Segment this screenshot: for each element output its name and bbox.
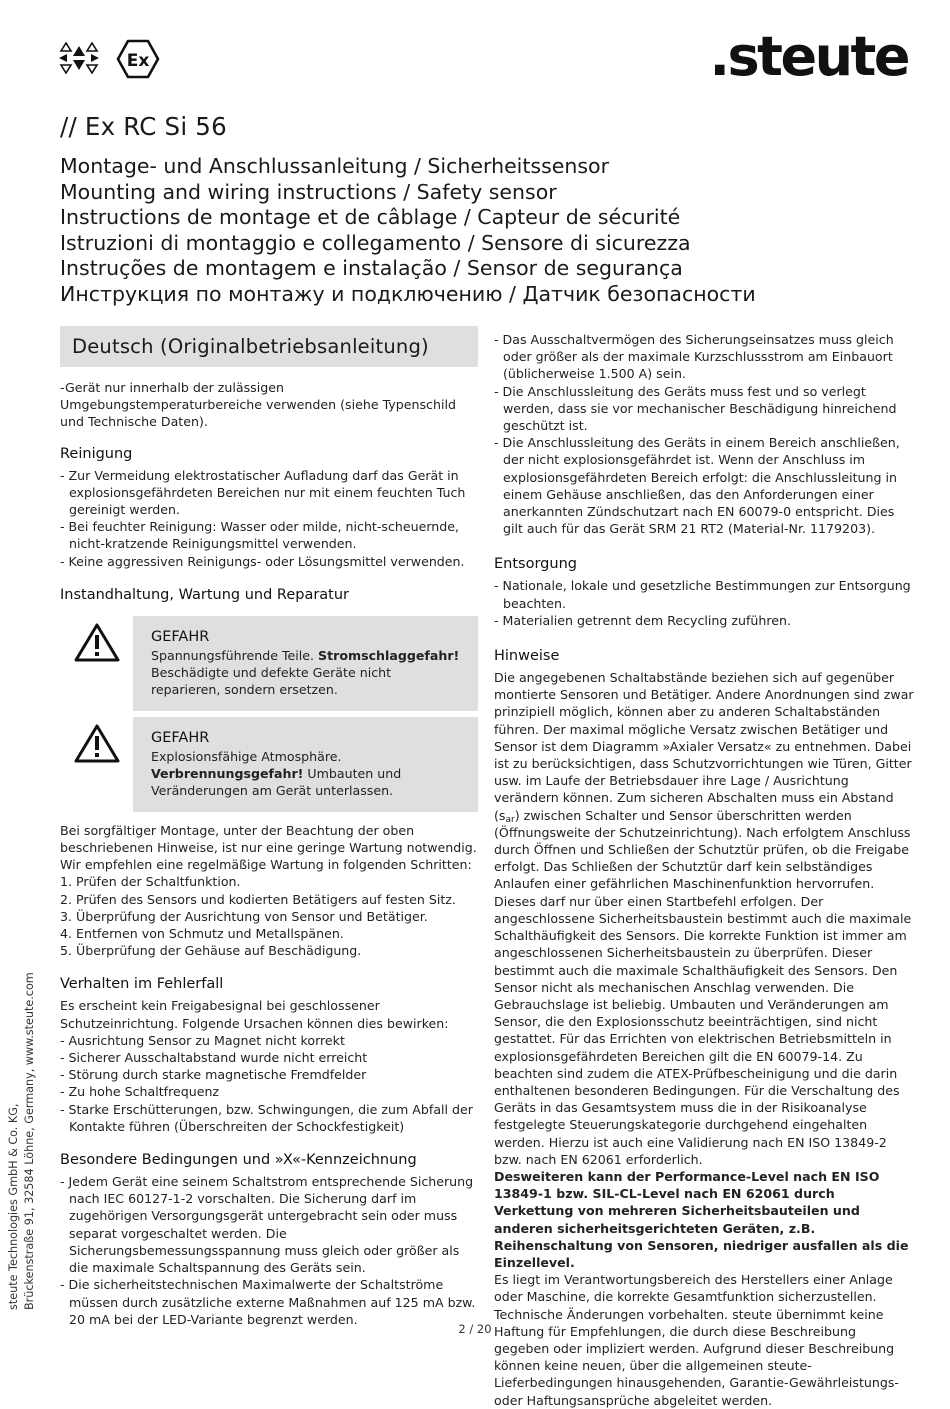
special-conditions-continued: [494, 331, 914, 537]
danger-notice-explosion: [60, 717, 478, 812]
danger-box: [133, 616, 478, 711]
special-conditions-heading: Besondere Bedingungen und »X«-Kennzeichnung: [60, 1152, 417, 1169]
list-item: - Die sicherheitstechnischen Maximalwerte der Schaltströme müssen durch zusätzliche externe Maßnahmen auf 125 mA bzw. 20 mA bei der LED-Variante begrenzt werden.: [60, 1277, 476, 1327]
ex-mark-text: Ex: [126, 51, 150, 71]
danger-text: [151, 748, 464, 800]
list-item: 5. Überprüfung der Gehäuse auf Beschädigung.: [60, 943, 362, 959]
list-item: - Keine aggressiven Reinigungs- oder Lösungsmittel verwenden.: [60, 553, 465, 569]
special-conditions-list: [60, 1173, 478, 1328]
company-name: steute Technologies GmbH & Co. KG,: [7, 1103, 20, 1310]
subtitle-list: [60, 154, 756, 307]
list-item: - Materialien getrennt dem Recycling zuführen.: [494, 612, 792, 628]
notes-closing-paragraph: Es liegt im Verantwortungsbereich des Herstellers einer Anlage oder Maschine, die korrekte Gesamtfunktion sicherzustellen. Technische Änderungen vorbehalten. steute übernimmt keine Haftung für Empfehlungen, die durch diese Beschreibung gegeben oder impliziert werden. Aufgrund dieser Beschreibung können keine neuen, über die allgemeinen steute-Lieferbedingungen hinausgehenden, Garantie-Gewährleistungs- oder Haftungsansprüche abgeleitet werden.: [494, 1272, 899, 1408]
fault-list: [60, 1032, 478, 1135]
list-item: - Störung durch starke magnetische Fremdfelder: [60, 1067, 367, 1083]
notes-heading: Hinweise: [494, 648, 560, 665]
danger-text-bold: Stromschlaggefahr!: [318, 647, 460, 663]
subtitle-fr: Instructions de montage et de câblage / Capteur de sécurité: [60, 205, 681, 229]
list-item: - Das Ausschaltvermögen des Sicherungseinsatzes muss gleich oder größer als der maximale Kurzschlussstrom am Einbauort (üblicherweise 1.500 A) sein.: [494, 332, 894, 382]
warning-triangle-icon: [74, 723, 120, 763]
list-item: - Die Anschlussleitung des Geräts in einem Bereich anschließen, der nicht explosionsgefährdet ist. Wenn der Anschluss im explosionsgefährdeten Bereich erfolgt: die Anschlussleitung in einem Gehäuse anschließen, das den Anforderungen einer anerkannten Zündschutzart nach EN 60079-0 entspricht. Dies gilt auch für das Gerät SRM 21 RT2 (Material-Nr. 1179203).: [494, 435, 900, 537]
list-item: - Jedem Gerät eine seinem Schaltstrom entsprechende Sicherung nach IEC 60127-1-2 vorschalten. Die Sicherung darf im zugehörigen Versorgungsgerät untergebracht sein oder muss separat vorgeschaltet werden. Die Sicherungsbemessungsspannung muss gleich oder größer als die maximale Schaltspannung des Geräts sein.: [60, 1174, 474, 1276]
maintenance-steps: [60, 873, 478, 959]
list-item: 2. Prüfen des Sensors und kodierten Betätigers auf festen Sitz.: [60, 891, 456, 907]
warning-triangle-icon: [74, 622, 120, 662]
list-item: - Starke Erschütterungen, bzw. Schwingungen, die zum Abfall der Kontakte führen (Überschreiten der Schockfestigkeit): [60, 1101, 473, 1134]
danger-text-post: Beschädigte und defekte Geräte nicht reparieren, sondern ersetzen.: [151, 665, 392, 698]
document-title: // Ex RC Si 56: [60, 112, 227, 141]
list-item: - Sicherer Ausschaltabstand wurde nicht erreicht: [60, 1050, 368, 1066]
list-item: - Die Anschlussleitung des Geräts muss fest und so verlegt werden, dass sie vor mechanischer Beschädigung hinreichend geschützt ist.: [494, 383, 897, 434]
atex-symbol-icon: [58, 42, 100, 74]
list-item: - Ausrichtung Sensor zu Magnet nicht korrekt: [60, 1032, 345, 1048]
brand-logo: .steute: [709, 25, 908, 88]
language-heading: Deutsch (Originalbetriebsanleitung): [60, 326, 478, 367]
left-column: [60, 326, 478, 1328]
list-item: - Bei feuchter Reinigung: Wasser oder milde, nicht-scheuernde, nicht-kratzende Reinigungsmittel verwenden.: [60, 519, 460, 552]
page-number: 2 / 20: [458, 1322, 492, 1336]
subtitle-pt: Instruções de montagem e instalação / Sensor de segurança: [60, 256, 683, 280]
danger-title: GEFAHR: [151, 729, 210, 746]
maintenance-heading: Instandhaltung, Wartung und Reparatur: [60, 586, 350, 603]
danger-box: [133, 717, 478, 812]
list-item: - Zu hohe Schaltfrequenz: [60, 1084, 220, 1100]
list-item: 4. Entfernen von Schmutz und Metallspänen.: [60, 926, 344, 942]
ex-marking-icon: [116, 39, 160, 79]
danger-text-bold: Verbrennungsgefahr!: [151, 766, 304, 782]
danger-text-pre: Explosionsfähige Atmosphäre.: [151, 748, 342, 764]
company-address-sidebar: [6, 972, 38, 1310]
notes-bold-paragraph: Desweiteren kann der Performance-Level nach EN ISO 13849-1 bzw. SIL-CL-Level nach EN 62061 durch Verkettung von mehreren Sicherheitsbauteilen und anderen sicherheitsgerichteten Geräten, z.B. Reihenschaltung von Sensoren, niedriger ausfallen als die Einzellevel.: [494, 1168, 909, 1270]
danger-title: GEFAHR: [151, 628, 210, 645]
subtitle-en: Mounting and wiring instructions / Safety sensor: [60, 179, 557, 204]
disposal-list: [494, 577, 914, 629]
disposal-heading: Entsorgung: [494, 556, 577, 573]
danger-text-post: Umbauten und Veränderungen am Gerät unterlassen.: [151, 766, 402, 799]
fault-intro: Es erscheint kein Freigabesignal bei geschlossener Schutzeinrichtung. Folgende Ursachen können dies bewirken:: [60, 998, 449, 1031]
list-item: - Nationale, lokale und gesetzliche Bestimmungen zur Entsorgung beachten.: [494, 578, 911, 611]
maintenance-paragraph: Bei sorgfältiger Montage, unter der Beachtung der oben beschriebenen Hinweise, ist nur eine geringe Wartung notwendig. Wir empfehlen eine regelmäßige Wartung in folgenden Schritten:: [60, 822, 477, 873]
list-item: 1. Prüfen der Schaltfunktion.: [60, 874, 241, 890]
danger-text-pre: Spannungsführende Teile.: [151, 647, 319, 663]
company-address: Brückenstraße 91, 32584 Löhne, Germany, www.steute.com: [23, 972, 36, 1310]
danger-text: [151, 647, 464, 699]
cleaning-list: [60, 467, 478, 570]
notes-paragraph: [494, 669, 914, 1168]
cleaning-heading: Reinigung: [60, 445, 133, 462]
notes-subscript: ar: [505, 814, 515, 825]
list-item: 3. Überprüfung der Ausrichtung von Sensor und Betätiger.: [60, 908, 428, 924]
fault-heading: Verhalten im Fehlerfall: [60, 976, 224, 993]
subtitle-de: Montage- und Anschlussanleitung / Sicherheitssensor: [60, 154, 610, 178]
intro-text: -Gerät nur innerhalb der zulässigen Umgebungstemperaturbereiche verwenden (siehe Typenschild und Technische Daten).: [60, 380, 456, 430]
subtitle-ru: Инструкция по монтажу и подключению / Датчик безопасности: [60, 281, 756, 306]
list-item: - Zur Vermeidung elektrostatischer Aufladung darf das Gerät in explosionsgefährdeten Bereichen nur mit einem feuchten Tuch gereinigt werden.: [60, 467, 466, 518]
notes-text-b: ) zwischen Schalter und Sensor überschritten werden (Öffnungsweite der Schutzeinrichtung). Nach erfolgtem Anschluss durch Öffnen und Schließen der Schutztür prüfen, ob die Freigabe erfolgt. Das Schließen der Schutztür darf kein selbständiges Anlaufen einer gefährlichen Maschinenfunktion hervorrufen. Dieses darf nur über einen Startbefehl erfolgen. Der angeschlossene Sicherheitsbaustein bestimmt auch die maximale Schalthäufigkeit des Sensors. Die korrekte Funktion ist immer am angeschlossenen Sicherheitsbaustein zu überprüfen. Dieser bestimmt auch die maximale Schalthäufigkeit des Sensors. Den Sensor nicht als mechanischen Anschlag verwenden. Die Gebrauchslage ist beliebig. Umbauten und Veränderungen am Sensor, die den Explosionsschutz beeinträchtigen, sind nicht gestattet. Für das Errichten von elektrischen Betriebsmitteln in explosionsgefährdeten Bereichen gilt die EN 60079-14. Zu beachten sind zudem die ATEX-Prüfbescheinigung und die darin enthaltenen besonderen Bedingungen. Für die Verschaltung des Geräts in das Gesamtsystem muss die in der Risikoanalyse festgelegte Steuerungskategorie durchgehend eingehalten werden. Hierzu ist auch eine Validierung nach EN ISO 13849-2 bzw. nach EN 62061 erforderlich.: [494, 807, 912, 1167]
right-column: [494, 331, 914, 1409]
danger-notice-electric: [60, 616, 478, 711]
notes-text-a: Die angegebenen Schaltabstände beziehen sich auf gegenüber montierte Sensoren und Betätiger. Andere Anordnungen sind zwar prinzipiell möglich, können aber zu anderen Schaltabständen führen. Der maximal mögliche Versatz zwischen Betätiger und Sensor ist dem Diagramm »Axialer Versatz« zu entnehmen. Dabei ist zu berücksichtigen, dass Schutzvorrichtungen wie Türen, Gitter usw. im Laufe der Betriebsdauer ihre Lage / Ausrichtung verändern können. Zum sicheren Abschalten muss ein Abstand (s: [494, 670, 914, 823]
subtitle-it: Istruzioni di montaggio e collegamento / Sensore di sicurezza: [60, 230, 691, 255]
